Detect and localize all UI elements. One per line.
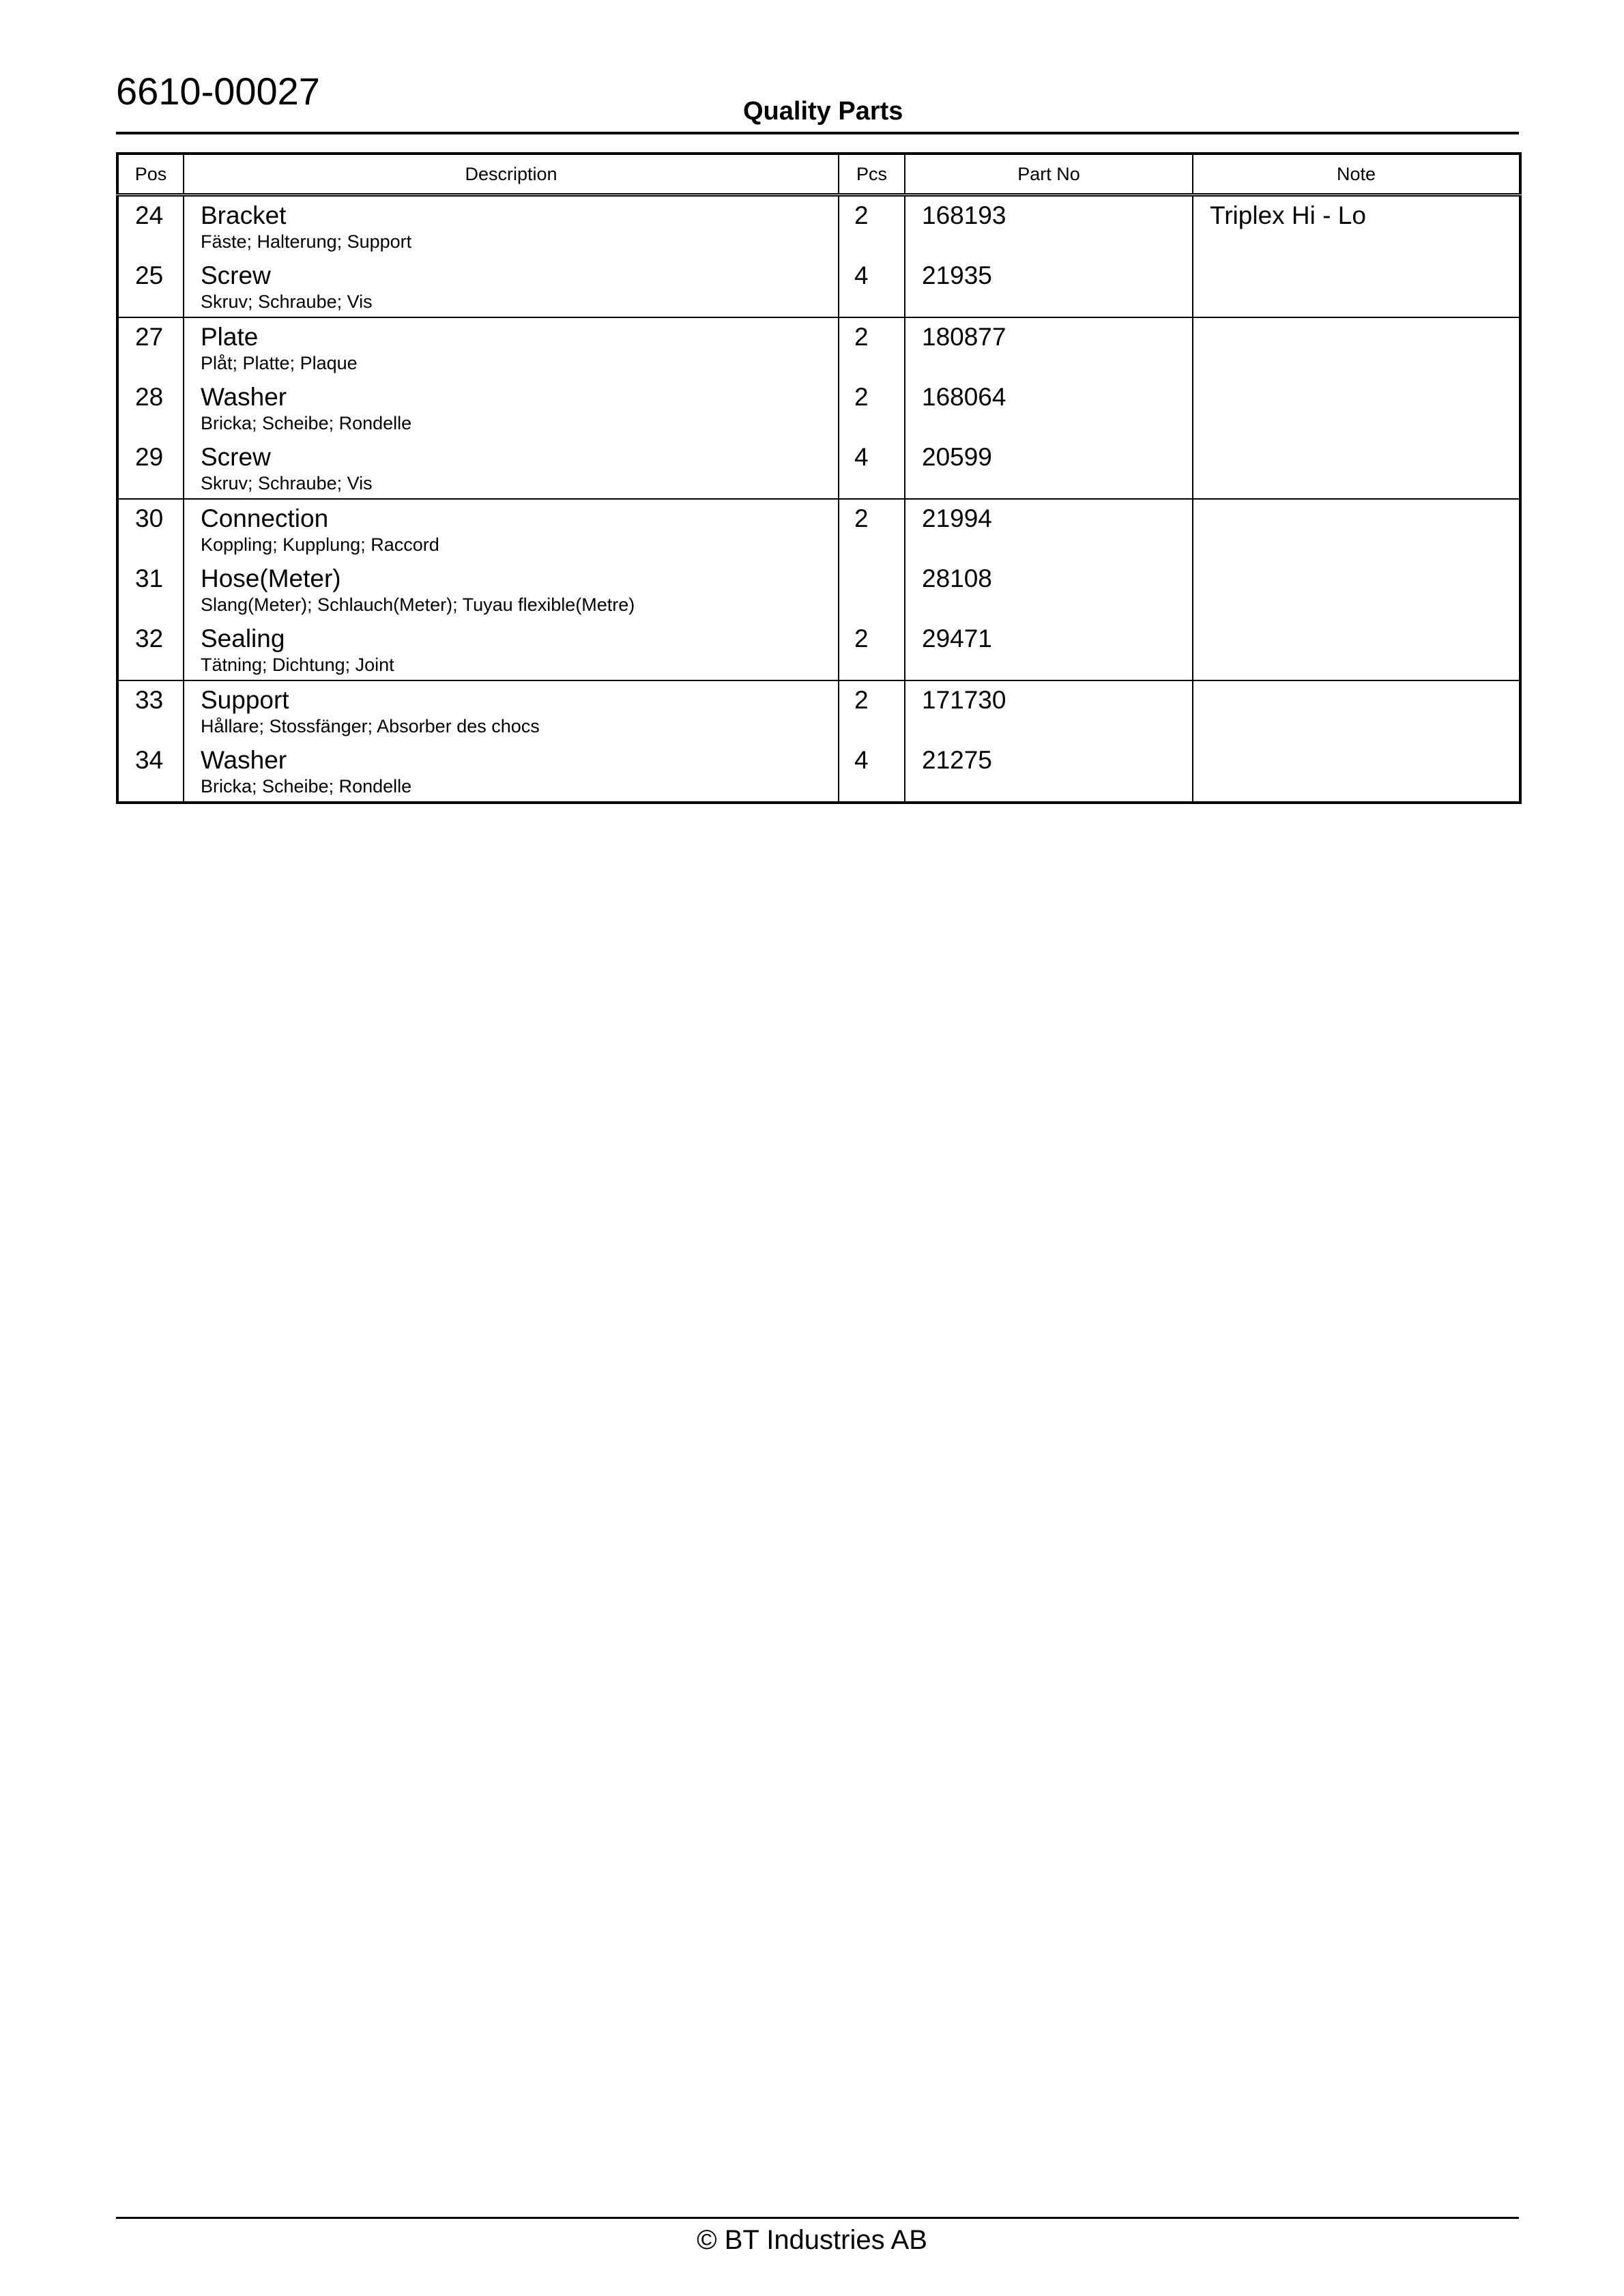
- part-translations: Tätning; Dichtung; Joint: [201, 655, 394, 675]
- position-number: 33: [135, 686, 164, 714]
- quantity: 4: [854, 443, 869, 471]
- pcs-cell: [839, 195, 905, 318]
- position-number: 34: [135, 746, 164, 774]
- note-line: [1193, 438, 1519, 498]
- part-no-cell: [905, 680, 1193, 803]
- pos-line: [119, 741, 183, 801]
- page-title: Quality Parts: [743, 97, 903, 126]
- pcs-cell: [839, 499, 905, 680]
- description-line: [184, 197, 838, 257]
- pcs-line: [839, 257, 904, 317]
- part-name: Washer: [201, 383, 287, 411]
- description-cell: [184, 680, 839, 803]
- position-number: 32: [135, 625, 164, 652]
- quantity: 2: [854, 383, 869, 411]
- parts-group: [117, 680, 1520, 803]
- parts-table-body: [117, 195, 1520, 803]
- column-header-part-no: Part No: [905, 154, 1193, 195]
- position-number: 29: [135, 443, 164, 471]
- header-divider: [116, 132, 1519, 134]
- note-line: [1193, 560, 1519, 620]
- position-number: 25: [135, 261, 164, 289]
- part-name: Screw: [201, 443, 271, 471]
- quantity: 4: [854, 746, 869, 774]
- quantity: 2: [854, 323, 869, 351]
- part-number: 21994: [922, 504, 992, 532]
- pos-cell: [117, 680, 184, 803]
- part-translations: Skruv; Schraube; Vis: [201, 473, 373, 493]
- column-header-note: Note: [1193, 154, 1520, 195]
- part-name: Bracket: [201, 201, 287, 229]
- part-no-line: [905, 620, 1192, 680]
- part-no-line: [905, 500, 1192, 560]
- part-no-line: [905, 681, 1192, 741]
- description-line: [184, 560, 838, 620]
- part-number: 168193: [922, 201, 1006, 229]
- part-number: 180877: [922, 323, 1006, 351]
- part-translations: Hållare; Stossfänger; Absorber des chocs: [201, 716, 540, 736]
- part-number: 171730: [922, 686, 1006, 714]
- description-line: [184, 257, 838, 317]
- part-translations: Koppling; Kupplung; Raccord: [201, 534, 439, 555]
- pos-line: [119, 257, 183, 317]
- note-cell: [1193, 499, 1520, 680]
- column-header-description: Description: [184, 154, 839, 195]
- part-name: Sealing: [201, 625, 285, 652]
- quantity: 2: [854, 504, 869, 532]
- part-number: 28108: [922, 564, 992, 592]
- note-cell: [1193, 317, 1520, 499]
- part-no-line: [905, 741, 1192, 801]
- pcs-cell: [839, 317, 905, 499]
- pos-line: [119, 438, 183, 498]
- part-name: Washer: [201, 746, 287, 774]
- note-line: [1193, 378, 1519, 438]
- parts-group: [117, 317, 1520, 499]
- column-header-pos: Pos: [117, 154, 184, 195]
- pos-line: [119, 378, 183, 438]
- part-translations: Skruv; Schraube; Vis: [201, 291, 373, 312]
- part-no-cell: [905, 195, 1193, 318]
- part-no-line: [905, 197, 1192, 257]
- document-number: 6610-00027: [116, 70, 320, 113]
- pcs-cell: [839, 680, 905, 803]
- pcs-line: [839, 318, 904, 378]
- pcs-line: [839, 620, 904, 680]
- part-number: 29471: [922, 625, 992, 652]
- quantity: 2: [854, 625, 869, 652]
- description-cell: [184, 499, 839, 680]
- quantity: 4: [854, 261, 869, 289]
- footer-divider: [116, 2217, 1519, 2219]
- part-no-line: [905, 318, 1192, 378]
- part-name: Screw: [201, 261, 271, 289]
- note-cell: [1193, 680, 1520, 803]
- quantity: 2: [854, 686, 869, 714]
- pos-cell: [117, 195, 184, 318]
- parts-table: [116, 152, 1522, 804]
- note-line: [1193, 257, 1519, 317]
- pos-line: [119, 560, 183, 620]
- quantity: 2: [854, 201, 869, 229]
- position-number: 28: [135, 383, 164, 411]
- note-line: [1193, 620, 1519, 680]
- description-line: [184, 438, 838, 498]
- note-line: [1193, 197, 1519, 257]
- pos-line: [119, 620, 183, 680]
- part-number: 21275: [922, 746, 992, 774]
- pcs-line: [839, 197, 904, 257]
- part-no-line: [905, 257, 1192, 317]
- part-name: Support: [201, 686, 289, 714]
- part-name: Hose(Meter): [201, 564, 341, 592]
- pcs-line: [839, 438, 904, 498]
- pos-line: [119, 681, 183, 741]
- pcs-line: [839, 500, 904, 560]
- parts-group: [117, 499, 1520, 680]
- part-translations: Fäste; Halterung; Support: [201, 231, 412, 252]
- pos-line: [119, 318, 183, 378]
- position-number: 27: [135, 323, 164, 351]
- note-line: [1193, 500, 1519, 560]
- part-name: Connection: [201, 504, 329, 532]
- description-line: [184, 500, 838, 560]
- pcs-line: [839, 560, 904, 620]
- part-no-line: [905, 438, 1192, 498]
- part-translations: Bricka; Scheibe; Rondelle: [201, 413, 412, 433]
- pcs-line: [839, 681, 904, 741]
- part-no-line: [905, 560, 1192, 620]
- description-line: [184, 620, 838, 680]
- part-name: Plate: [201, 323, 259, 351]
- part-no-cell: [905, 499, 1193, 680]
- part-number: 21935: [922, 261, 992, 289]
- description-line: [184, 318, 838, 378]
- description-line: [184, 681, 838, 741]
- part-translations: Slang(Meter); Schlauch(Meter); Tuyau flexible(Metre): [201, 594, 635, 615]
- pcs-line: [839, 741, 904, 801]
- part-note: Triplex Hi - Lo: [1210, 201, 1366, 229]
- pos-line: [119, 197, 183, 257]
- pcs-line: [839, 378, 904, 438]
- pos-cell: [117, 317, 184, 499]
- copyright-notice: © BT Industries AB: [697, 2225, 927, 2255]
- note-line: [1193, 741, 1519, 801]
- table-header-row: [117, 154, 1520, 195]
- part-number: 168064: [922, 383, 1006, 411]
- part-translations: Bricka; Scheibe; Rondelle: [201, 776, 412, 797]
- pos-cell: [117, 499, 184, 680]
- position-number: 24: [135, 201, 164, 229]
- note-line: [1193, 318, 1519, 378]
- note-line: [1193, 681, 1519, 741]
- description-cell: [184, 317, 839, 499]
- part-no-cell: [905, 317, 1193, 499]
- description-line: [184, 741, 838, 801]
- note-cell: [1193, 195, 1520, 318]
- description-line: [184, 378, 838, 438]
- description-cell: [184, 195, 839, 318]
- pos-line: [119, 500, 183, 560]
- parts-group: [117, 195, 1520, 318]
- position-number: 31: [135, 564, 164, 592]
- part-translations: Plåt; Platte; Plaque: [201, 353, 358, 373]
- part-number: 20599: [922, 443, 992, 471]
- column-header-pcs: Pcs: [839, 154, 905, 195]
- part-no-line: [905, 378, 1192, 438]
- position-number: 30: [135, 504, 164, 532]
